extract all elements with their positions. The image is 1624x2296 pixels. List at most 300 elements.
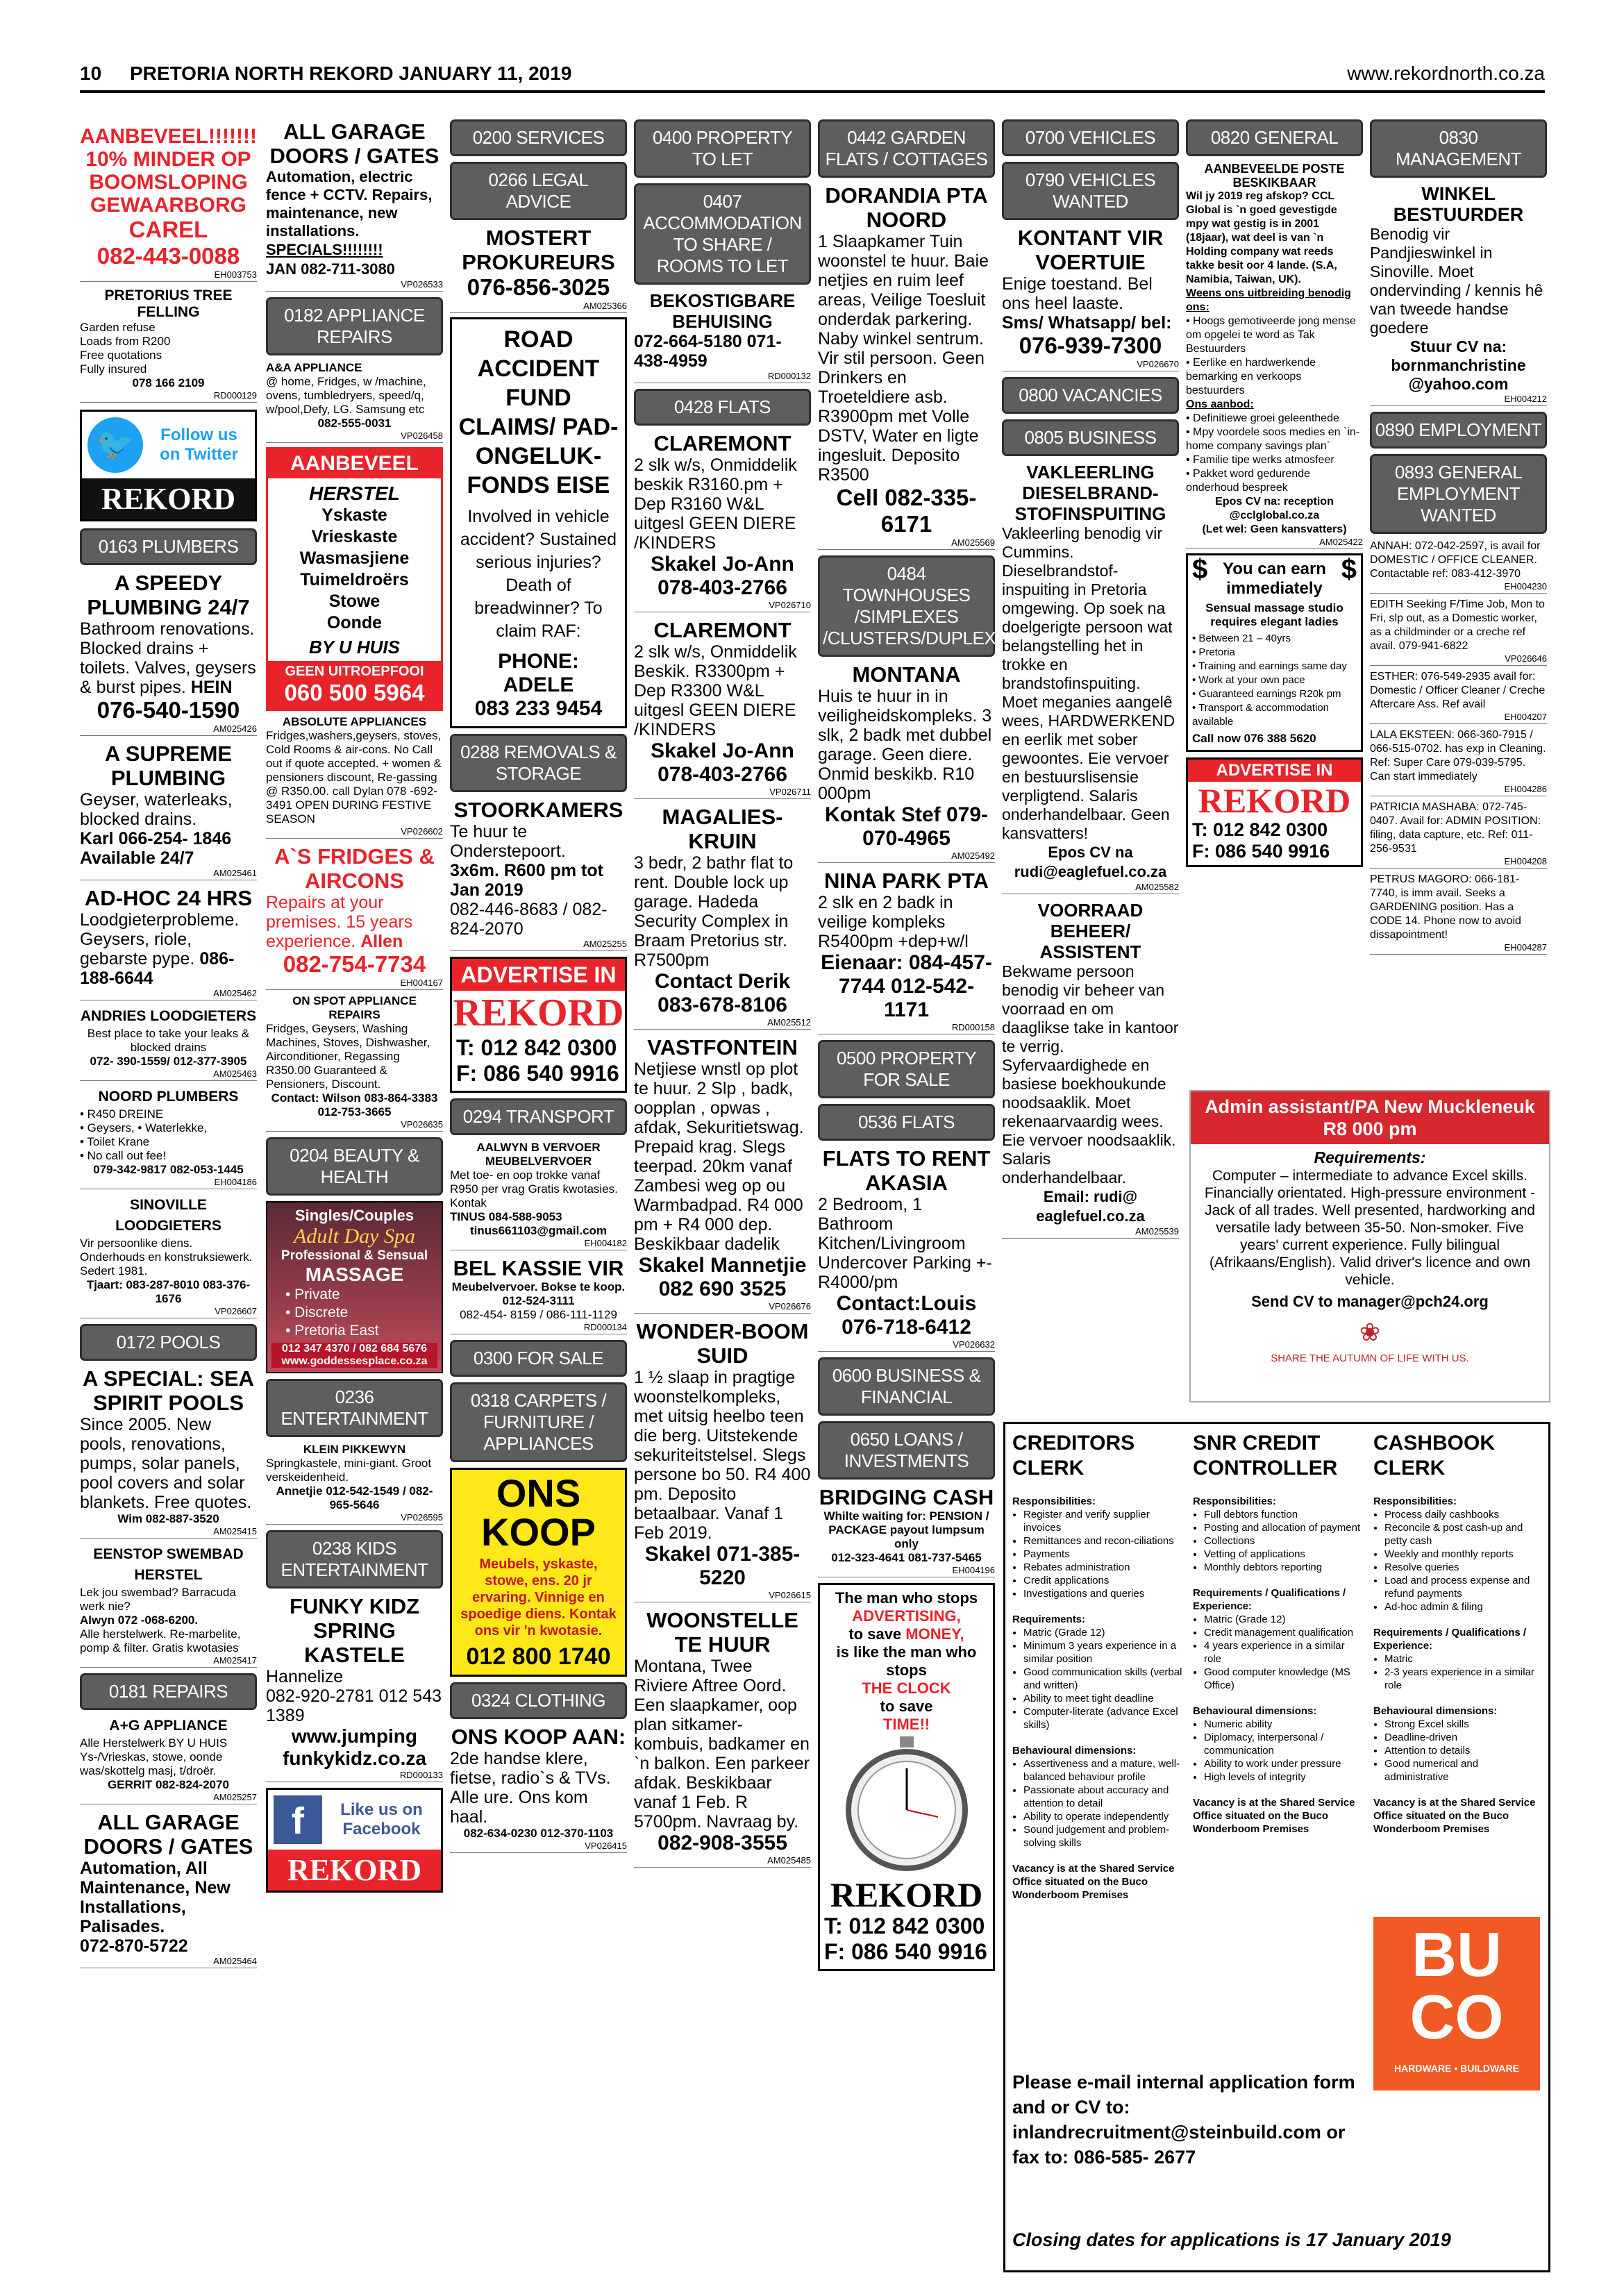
classified-heading: KLEIN PIKKEWYN (303, 1443, 406, 1456)
classified-phone: 012-323-4641 081-737-5465 (831, 1551, 982, 1564)
clock-text-g: to save (880, 1698, 933, 1715)
column-2 (266, 119, 443, 2265)
classified-body: 2 slk w/s, Onmiddelik beskik R3160.pm + Dep R3160 W&L uitgesl GEEN DIERE /KINDERS (634, 455, 797, 553)
clock-text-c: to save MONEY, (848, 1625, 964, 1643)
admin-req-label: Requirements: (1314, 1148, 1426, 1166)
ad-ref: AM025422 (1186, 537, 1363, 549)
classified-subhead: Weens ons uitbreiding benodig ons: (1186, 287, 1351, 313)
classified-body: Enige toestand. Bel ons heel laaste. (1002, 274, 1153, 313)
classified-heading: MONTANA (852, 662, 961, 687)
ons-koop-title: ONS KOOP (481, 1471, 596, 1554)
clock-text-b: ADVERTISING, (852, 1607, 961, 1625)
classified-phone: TINUS 084-588-9053 (450, 1210, 562, 1223)
raf-phone-label: PHONE: (498, 650, 579, 673)
classified-phone: JAN 082-711-3080 (266, 260, 395, 278)
section-header: 0890 EMPLOYMENT (1370, 412, 1547, 449)
classified-website[interactable]: www.jumping funkykidz.co.za (283, 1725, 426, 1769)
classified-body: Benodig vir Pandjieswinkel in Sinoville. Moet ondervinding / kennis hê van tweede handse goedere (1370, 225, 1543, 337)
ad-ref: AM025426 (80, 723, 257, 736)
herstel-by-u-huis: BY U HUIS (309, 637, 400, 657)
section-header: 0294 TRANSPORT (450, 1098, 627, 1135)
job-location: Vacancy is at the Shared Service Office situated on the Buco Wonderboom Premises (1012, 1863, 1175, 1901)
section-header: 0893 GENERAL EMPLOYMENT WANTED (1370, 454, 1547, 534)
classified-phone: 082-908-3555 (658, 1832, 787, 1854)
earn-title: $ $ You can earn immediately (1192, 554, 1357, 598)
classified-phone: Alwyn 072 -068-6200. (80, 1614, 199, 1627)
classified-body: 3x6m. R600 pm tot Jan 2019 (450, 861, 603, 900)
buco-logo-tagline: HARDWARE • BUILDWARE (1394, 2063, 1519, 2074)
clock-fax: F: 086 540 9916 (824, 1939, 987, 1964)
section-header: 0800 VACANCIES (1002, 377, 1179, 414)
ad-ref: EH004196 (818, 1565, 995, 1577)
job-list: • Register and verify supplier invoices • Remittances and recon-ciliations • Payments • Rebates administration • Credit applications • Investigations and queries (1012, 1508, 1182, 1600)
classified-heading: PRETORIUS TREE FELLING (104, 287, 233, 320)
classified-heading: FUNKY KIDZ SPRING KASTELE (289, 1594, 420, 1667)
ad-ref: VP026632 (818, 1339, 995, 1352)
earn-phone: Call now 076 388 5620 (1192, 732, 1316, 745)
clock-text-f: THE CLOCK (862, 1679, 951, 1697)
ad-ref: AM025582 (1002, 882, 1179, 894)
rekord-logo: REKORD (268, 1850, 441, 1891)
section-header: 0182 APPLIANCE REPAIRS (266, 297, 443, 355)
classified-phone: 082-754-7734 (283, 951, 426, 977)
classified-heading: EENSTOP SWEMBAD HERSTEL (93, 1546, 244, 1583)
column-1 (80, 119, 257, 2265)
classified-phone: 076-856-3025 (467, 274, 610, 300)
classified-phone: 079-342-9817 082-053-1445 (93, 1163, 244, 1176)
classified-heading: WOONSTELLE TE HUUR (646, 1608, 798, 1657)
herstel-geen: GEEN UITROEPFOOI (285, 664, 424, 679)
facebook-promo[interactable] (266, 1788, 443, 1893)
flower-logo-icon: ❀ (1359, 1318, 1381, 1346)
job-creditors-clerk (1012, 1431, 1182, 1902)
classified-heading: AD-HOC 24 HRS (84, 886, 253, 910)
herstel-title: HERSTEL (309, 483, 400, 504)
section-header: 0820 GENERAL (1186, 119, 1363, 156)
ad-ref: AM025415 (80, 1526, 257, 1539)
classified-heading: AALWYN B VERVOER MEUBELVERVOER (476, 1141, 601, 1168)
job-subhead: Responsibilities: (1373, 1495, 1457, 1507)
classified-body: Huis te huur in in veiligheidskompleks. 3 slk, 2 badk met dubbel garage. Geen diere. Onmid beskikb. R10 000pm (818, 687, 992, 803)
classified-phone: 072-664-5180 071- 438-4959 (634, 332, 782, 371)
clock-promo (818, 1583, 995, 1971)
advertise-promo (1186, 757, 1363, 867)
classified-phone: 072- 390-1559/ 012-377-3905 (90, 1055, 247, 1068)
classified-body: Vakleerling benodig vir Cummins. Dieselbrandstof-inspuiting in Pretoria omgewing. Op soek na doelgerigte persoon wat belangstelling het in trokke en brandstofinspuiting. Moet meganies aangelê wees, HARDWERKEND en eerlik met sober gewoontes. Eie vervoer en bestuurslisensie verpligtend. Salaris onderhandelbaar. Geen kansvatters! (1002, 524, 1175, 842)
job-subhead: Requirements / Qualifications / Experience: (1373, 1627, 1527, 1652)
job-list: • Matric • 2-3 years experience in a similar role (1373, 1652, 1543, 1692)
classified-phone: 076-540-1590 (97, 697, 240, 723)
classified-phone: 082-446-8683 / 082-824-2070 (450, 900, 608, 939)
classified-body: Met toe- en oop trokke vanaf R950 per vrag Gratis kwotasies. Kontak (450, 1168, 618, 1209)
classified-heading: WINKEL BESTUURDER (1393, 183, 1524, 225)
classified-heading: BEL KASSIE VIR (453, 1256, 624, 1280)
advertise-tel: T: 012 842 0300 (456, 1035, 617, 1060)
spa-massage: MASSAGE (305, 1264, 404, 1285)
admin-assistant-ad (1189, 1090, 1550, 1402)
classified-body: Automation, electric fence + CCTV. Repairs, maintenance, new installations. (266, 168, 433, 240)
page-header (80, 61, 1545, 93)
classified-body: • R450 DREINE • Geysers, • Waterlekke, • Toilet Krane • No call out fee! (80, 1107, 208, 1162)
classified-body: Wil jy 2019 reg afskop? CCL Global is `n goed gevestigde mpy wat gestig is in 2001 (18jaar), wat deel is van `n Holding company wat reeds takke besit oor 4 lande. (S.A, Namibia, Taiwan, UK). (1186, 190, 1337, 285)
ad-ref: EH004230 (1370, 581, 1547, 594)
section-header: 0484 TOWNHOUSES /SIMPLEXES /CLUSTERS/DUPLEXES (818, 555, 995, 657)
buco-logo-top: BU (1412, 1920, 1502, 1990)
ad-ref: RD000133 (266, 1770, 443, 1782)
ad-ref: AM025539 (1002, 1226, 1179, 1239)
section-header: 0500 PROPERTY FOR SALE (818, 1040, 995, 1098)
section-header: 0830 MANAGEMENT (1370, 119, 1547, 178)
raf-phone: 083 233 9454 (474, 697, 603, 720)
ons-koop-phone: 012 800 1740 (466, 1643, 611, 1670)
clock-tel: T: 012 842 0300 (824, 1913, 985, 1938)
classified-phone: Tjaart: 083-287-8010 083-376-1676 (86, 1278, 251, 1305)
classified-phone: 076-939-7300 (1019, 333, 1162, 358)
ad-ref: EH004207 (1370, 712, 1547, 724)
classified-heading: A SPECIAL: SEA SPIRIT POOLS (83, 1366, 254, 1415)
section-header: 0172 POOLS (80, 1324, 257, 1361)
ad-ref: VP026711 (634, 787, 811, 799)
ad-ref: AM025485 (634, 1855, 811, 1868)
spa-list: • Private • Discrete • Pretoria East (285, 1287, 379, 1339)
classified-phone: GERRIT 082-824-2070 (108, 1778, 229, 1791)
job-list: • Assertiveness and a mature, well-balanced behaviour profile • Passionate about accuracy and attention to detail • Ability to operate independently • Sound judgement and problem-solving skills (1012, 1757, 1182, 1850)
facebook-label: Like us on Facebook (340, 1800, 423, 1838)
classified-heading: WONDER-BOOM SUID (636, 1319, 809, 1368)
job-list: • Matric (Grade 12) • Credit management qualification • 4 years experience in a similar role • Good computer knowledge (MS Office) (1193, 1613, 1363, 1692)
classified-email[interactable]: tinus661103@gmail.com (469, 1224, 608, 1237)
dollar-icon: $ (1192, 554, 1208, 585)
classified-body: 1 ½ slaap in pragtige woonstelkompleks, met uitsig heelbo teen die berg. Uitstekende sekuriteitstelsel. Slegs persone bo 50. R4 400 pm. Deposito betaalbaar. Vanaf 1 Feb 2019. (634, 1368, 811, 1543)
herstel-phone: 060 500 5964 (284, 680, 425, 705)
classified-body: 2 Bedroom, 1 Bathroom Kitchen/Livingroom Undercover Parking +- R4000/pm (818, 1195, 992, 1292)
ad-ref: AM025492 (818, 850, 995, 863)
herstel-banner: AANBEVEEL (268, 449, 441, 478)
spa-title: Adult Day Spa (294, 1225, 415, 1248)
column-6 (1002, 119, 1179, 1404)
job-list: • Strong Excel skills • Deadline-driven • Attention to details • Good numerical and administrative (1373, 1718, 1543, 1784)
rekord-logo: REKORD (453, 991, 624, 1034)
ad-ref: VP026710 (634, 600, 811, 612)
ad-ref: AM025512 (634, 1017, 811, 1030)
column-8 (1370, 119, 1547, 1078)
job-subhead: Requirements: (1012, 1614, 1086, 1625)
section-header: 0700 VEHICLES (1002, 119, 1179, 156)
ad-ref: AM025462 (80, 988, 257, 1000)
section-header: 0536 FLATS (818, 1104, 995, 1141)
rekord-logo: REKORD (82, 478, 255, 519)
job-title: SNR CREDIT CONTROLLER (1193, 1432, 1338, 1480)
classified-phone: Cell 082-335-6171 (836, 485, 977, 537)
spa-website[interactable]: www.goddessesplace.co.za (271, 1355, 437, 1368)
section-header: 0163 PLUMBERS (80, 528, 257, 565)
job-cashbook-clerk (1373, 1431, 1543, 1836)
advertise-label: ADVERTISE IN (452, 959, 625, 991)
advertise-fax: F: 086 540 9916 (1192, 841, 1330, 862)
classified-note: (Let wel: Geen kansvatters) (1202, 523, 1347, 535)
classified-heading: ABSOLUTE APPLIANCES (282, 715, 427, 728)
classified-body: Sms/ Whatsapp/ bel: (1002, 313, 1172, 333)
ad-ref: VP026607 (80, 1306, 257, 1318)
section-header: 0790 VEHICLES WANTED (1002, 162, 1179, 220)
classified-body: Vir persoonlike diens. Onderhouds en konstruksiewerk. Sedert 1981. (80, 1237, 253, 1277)
section-header: 0266 LEGAL ADVICE (450, 162, 627, 220)
column-5 (818, 119, 1019, 2265)
classified-body: Best place to take your leaks & blocked drains (87, 1027, 250, 1054)
classified-note: Available 24/7 (80, 848, 194, 868)
admin-body: Computer – intermediate to advance Excel skills. Financially orientated. High-pressure environment - Jack of all trades. Well presented, hardworking and versatile lady between 35-50. Non-smoker. Five years' current experience. Fully bilingual (Afrikaans/English). Valid driver's licence and own vehicle. (1204, 1168, 1536, 1288)
ad-ref: VP026635 (266, 1119, 443, 1132)
admin-title: Admin assistant/PA New Muckleneuk R8 000 pm (1191, 1091, 1549, 1144)
classified-phone: Karl 066-254- 1846 (80, 829, 232, 848)
section-header: 0407 ACCOMMODATION TO SHARE / ROOMS TO LET (634, 183, 811, 285)
classified-phone: Wim 082-887-3520 (117, 1512, 219, 1525)
column-3 (450, 119, 627, 2265)
classified-phone: Kontak Stef 079-070-4965 (824, 803, 989, 850)
column-4 (634, 119, 811, 2265)
advertise-promo (450, 957, 627, 1093)
advertise-fax: F: 086 540 9916 (456, 1061, 619, 1086)
employment-wanted: PETRUS MAGORO: 066-181-7740, is imm avail. Seeks a GARDENING position. Has a CODE 14. Phone now to avoid dissapointment! (1370, 873, 1521, 941)
ad-ref: EH004287 (1370, 942, 1547, 955)
ad-ref: VP026670 (1002, 359, 1179, 371)
ad-ref: AM025417 (80, 1655, 257, 1668)
classified-heading: CLAREMONT (653, 431, 792, 455)
classified-body: Springkastele, mini-giant. Groot verskeidenheid. (266, 1457, 432, 1484)
classified-heading: ALL GARAGE DOORS / GATES (269, 119, 440, 168)
admin-slogan: SHARE THE AUTUMN OF LIFE WITH US. (1271, 1352, 1469, 1364)
section-header: 0805 BUSINESS (1002, 419, 1179, 456)
website-link[interactable]: www.rekordnorth.co.za (1347, 62, 1545, 84)
classified-phone: 078 166 2109 (132, 376, 205, 389)
advertise-tel: T: 012 842 0300 (1192, 819, 1328, 840)
earn-subtitle: Sensual massage studio requires elegant ladies (1205, 601, 1343, 628)
classified-phone: 082-634-0230 012-370-1103 (463, 1827, 614, 1840)
ad-ref: EH004167 (266, 978, 443, 990)
classified-body: Geyser, waterleaks, blocked drains. (80, 790, 233, 829)
classified-subhead: Ons aanbod: (1186, 399, 1254, 410)
classified-heading: CLAREMONT (653, 618, 792, 642)
classified-body: Fridges, Geysers, Washing Machines, Stoves, Dishwasher, Airconditioner, Regassing R350.00 Guaranteed & Pensioners, Discount. (266, 1022, 430, 1091)
classified-heading: AANBEVEELDE POSTE BESKIKBAAR (1204, 162, 1345, 190)
job-subhead: Responsibilities: (1012, 1495, 1096, 1507)
section-header: 0324 CLOTHING (450, 1682, 627, 1719)
twitter-bird-icon: 🐦 (87, 417, 143, 473)
classified-body: 2 slk en 2 badk in veilige kompleks R5400pm +dep+w/l (818, 893, 969, 951)
job-list: • Matric (Grade 12) • Minimum 3 years experience in a similar position • Good communication skills (verbal and written) • Ability to meet tight deadline • Computer-literate (advance Excel skills) (1012, 1626, 1182, 1732)
ons-koop-body: Meubels, yskaste, stowe, ens. 20 jr ervaring. Vinnige en spoedige diens. Kontak ons vir 'n kwotasie. (460, 1557, 617, 1639)
classified-phone: Skakel Jo-Ann 078-403-2766 (651, 553, 794, 599)
ad-ref: RD000132 (634, 371, 811, 383)
classified-heading: BEKOSTIGBARE BEHUISING (649, 290, 796, 332)
classified-heading: NOORD PLUMBERS (98, 1089, 239, 1105)
classified-body: Loodgieterprobleme. Geysers, riole, gebarste pype. 086-188-6644 (80, 910, 240, 988)
classified-heading: ANDRIES LOODGIETERS (80, 1008, 257, 1024)
job-list: • Process daily cashbooks • Reconcile & post cash-up and petty cash • Weekly and monthly reports • Resolve queries • Load and process expense and refund payments • Ad-hoc admin & filing (1373, 1508, 1543, 1614)
classified-body: Garden refuse Loads from R200 Free quotations Fully insured (80, 321, 171, 376)
classified-body: Fridges,washers,geysers, stoves, Cold Rooms & air-cons. No Call out if quote accepted. + women & pensioners discount, Re-gassing @ R350.00. call Dylan 078 -692-3491 OPEN DURING FESTIVE SEASON (266, 729, 442, 826)
classified-body: Whilte waiting for: PENSION / PACKAGE payout lumpsum only (823, 1509, 989, 1550)
classified-heading: AANBEVEEL!!!!!!! 10% MINDER OP BOOMSLOPING GEWAARBORG (80, 125, 257, 217)
job-subhead: Requirements / Qualifications / Experience: (1193, 1587, 1346, 1612)
classified-body: Since 2005. New pools, renovations, pumps, solar panels, pool covers and solar blankets. Free quotes. (80, 1415, 252, 1512)
rekord-logo: REKORD (830, 1875, 983, 1914)
ad-ref: RD000134 (450, 1322, 627, 1334)
classified-phone: Skakel 071-385-5220 (644, 1543, 801, 1589)
stopwatch-icon (827, 1734, 987, 1872)
classified-phone: Contact:Louis 076-718-6412 (836, 1292, 977, 1339)
job-credit-controller (1193, 1431, 1363, 1836)
classified-contact[interactable]: Email: rudi@ eaglefuel.co.za (1036, 1188, 1145, 1225)
classified-phone: 082-920-2781 012 543 1389 (266, 1686, 442, 1725)
classified-body: 1 Slaapkamer Tuin woonstel te huur. Baie netjies en ruim leef areas, Veilige Toesluit onderdak parkering. Naby winkel sentrum. Vir stil persoon. Geen Drinkers en Troeteldiere asb. R3900pm met Volle DSTV, Water en ligte ingesluit. Deposito R3500 (818, 232, 989, 485)
job-subhead: Responsibilities: (1193, 1495, 1277, 1507)
employment-wanted: PATRICIA MASHABA: 072-745-0407. Avail for: ADMIN POSITION: filing, data capture, etc. Ref: 011-256-9531 (1370, 801, 1541, 855)
classified-heading: A&A APPLIANCE (266, 361, 362, 374)
classified-heading: A SUPREME PLUMBING (104, 741, 233, 790)
classified-body: Montana, Twee Riviere Aftree Oord. Een slaapkamer, oop plan sitkamer-kombuis, badkamer en `n balkon. Een parkeer afdak. Beskikbaar vanaf 1 Feb. R 5700pm. Navraag by. (634, 1657, 810, 1832)
spa-ad (266, 1201, 443, 1373)
twitter-label: Follow us on Twitter (160, 426, 238, 464)
ad-ref: VP026646 (1370, 653, 1547, 666)
classified-phone: Eienaar: 084-457-7744 012-542-1171 (821, 951, 992, 1021)
classified-specials: SPECIALS!!!!!!!! (266, 241, 383, 258)
classified-list: • Hoogs gemotiveerde jong mense om opgelei te word as Tak Bestuurders • Eerlike en hardwerkende bemarking en verkoops bestuurders (1186, 315, 1356, 396)
classified-body: 2 slk w/s, Onmiddelik Beskik. R3300pm + Dep R3300 W&L uitgesl GEEN DIERE /KINDERS (634, 642, 797, 739)
classified-heading: DORANDIA PTA NOORD (825, 183, 988, 232)
classified-heading: KONTANT VIR VOERTUIE (1017, 226, 1164, 274)
dollar-icon: $ (1341, 554, 1357, 585)
job-list: • Full debtors function • Posting and allocation of payment • Collections • Vetting of applications • Monthly debtors reporting (1193, 1508, 1363, 1574)
section-header: 0200 SERVICES (450, 119, 627, 156)
classified-heading: ONS KOOP AAN: (451, 1725, 626, 1749)
classified-body: 2de handse klere, fietse, radio`s & TVs. Alle ure. Ons kom haal. (450, 1749, 611, 1827)
ad-ref: VP026676 (634, 1301, 811, 1314)
ad-ref: VP026615 (634, 1590, 811, 1602)
buco-logo (1373, 1917, 1540, 2090)
ad-ref: AM025366 (450, 301, 627, 313)
ad-ref: EH004208 (1370, 856, 1547, 869)
section-header: 0236 ENTERTAINMENT (266, 1379, 443, 1437)
section-header: 0442 GARDEN FLATS / COTTAGES (818, 119, 995, 178)
ad-ref: EH004286 (1370, 784, 1547, 796)
rekord-logo: REKORD (1198, 781, 1351, 820)
ad-ref: AM025463 (80, 1069, 257, 1081)
classified-heading: MOSTERT PROKUREURS (462, 226, 615, 274)
classified-phone: 072-870-5722 (80, 1936, 188, 1956)
section-header: 0238 KIDS ENTERTAINMENT (266, 1530, 443, 1589)
column-7 (1186, 119, 1363, 1071)
classified-body: Netjiese wnstl op plot te huur. 2 Slp , badk, oopplan , opwas , afdak, Sekuritietswag. Prepaid krag. Slegs teerpad. 20km vanaf Zambesi weg op ou Warmbadpad. R4 000 pm + R4 000 dep. Beskikbaar dadelik (634, 1059, 804, 1254)
job-subhead: Behavioural dimensions: (1373, 1705, 1498, 1717)
job-subhead: Behavioural dimensions: (1012, 1745, 1137, 1757)
classified-phone: Skakel Mannetjie 082 690 3525 (638, 1254, 807, 1300)
buco-recruitment-ad (1003, 1422, 1550, 2272)
classified-body: Alle herstelwerk. Re-marbelite, pomp & filter. Gratis kwotasies (80, 1627, 241, 1654)
ad-ref: AM025461 (80, 868, 257, 880)
classified-list: • Definitiewe groei geleenthede • Mpy voordele soos medies en `in-home company savings plan` • Familie tipe werks atmosfeer • Pakket word gedurende onderhoud bespreek (1186, 412, 1360, 494)
classified-phone: 082-454- 8159 / 086-111-1129 (460, 1308, 617, 1321)
classified-heading: VAKLEERLING DIESELBRAND-STOFINSPUITING (1014, 462, 1166, 524)
section-header: 0181 REPAIRS (80, 1673, 257, 1710)
employment-wanted: ESTHER: 076-549-2935 avail for: Domestic / Officer Cleaner / Creche Aftercare Ass. Ref avail (1370, 671, 1546, 710)
ad-ref: AM025569 (818, 537, 995, 550)
spa-singles: Singles/Couples (294, 1207, 415, 1224)
classified-heading: FLATS TO RENT AKASIA (822, 1146, 991, 1195)
classified-heading: STOORKAMERS (453, 798, 623, 822)
job-subhead: Behavioural dimensions: (1193, 1705, 1317, 1717)
classified-heading: BRIDGING CASH (819, 1485, 994, 1509)
section-header: 0600 BUSINESS & FINANCIAL (818, 1357, 995, 1416)
classified-phone: Skakel Jo-Ann 078-403-2766 (651, 739, 794, 786)
ad-ref: EH004212 (1370, 394, 1547, 406)
clock-text-h: TIME!! (882, 1716, 930, 1733)
spa-phone: 012 347 4370 / 082 684 5676 (271, 1343, 437, 1355)
section-header: 0288 REMOVALS & STORAGE (450, 734, 627, 792)
employment-wanted: LALA EKSTEEN: 066-360-7915 / 066-515-0702. has exp in Cleaning. Ref: Super Care 079-039-5795. Can start immediately (1370, 729, 1546, 782)
section-header: 0300 FOR SALE (450, 1340, 627, 1377)
classified-heading: VOORRAAD BEHEER/ ASSISTENT (1037, 900, 1144, 962)
employment-wanted: EDITH Seeking F/Time Job, Mon to Fri, slp out, as a Domestic worker, as a childminder or a creche ref avail. 079-941-6822 (1370, 598, 1545, 652)
section-header: 0428 FLATS (634, 389, 811, 426)
facebook-icon: f (274, 1795, 322, 1844)
classified-phone: Contact: Wilson 083-864-3383 012-753-3665 (271, 1091, 438, 1118)
ad-ref: AM025255 (450, 939, 627, 951)
classified-body: 3 bedr, 2 bathr flat to rent. Double lock up garage. Hadeda Security Complex in Braam Pretorius str. R7500pm (634, 853, 794, 970)
admin-send[interactable]: Send CV to manager@pch24.org (1251, 1293, 1489, 1310)
classified-phone: Contact Derik 083-678-8106 (654, 970, 791, 1016)
ad-ref: EH004186 (80, 1177, 257, 1189)
clock-text-e: is like the man who stops (836, 1643, 977, 1679)
ad-ref: VP026595 (266, 1512, 443, 1525)
section-header: 0650 LOANS / INVESTMENTS (818, 1421, 995, 1480)
classified-body: Te huur te Onderstepoort. (450, 822, 566, 861)
classified-contact[interactable]: Epos CV na: reception @cclglobal.co.za (1215, 496, 1334, 521)
ad-ref: VP026415 (450, 1841, 627, 1853)
ad-ref: RD000158 (818, 1022, 995, 1034)
classified-contact[interactable]: Stuur CV na: bornmanchristine @yahoo.com (1391, 337, 1526, 393)
ons-koop-ad (450, 1468, 627, 1677)
classified-phone: 082-555-0031 (317, 417, 392, 430)
classified-heading: NINA PARK PTA (823, 869, 989, 893)
classified-phone: 082-443-0088 (97, 243, 240, 269)
classified-heading: A`S FRIDGES & AIRCONS (274, 844, 435, 893)
earn-ad (1186, 553, 1363, 752)
classified-body: Lek jou swembad? Barracuda werk nie? (80, 1586, 236, 1613)
raf-ad (450, 317, 627, 728)
classified-heading: MAGALIES-KRUIN (662, 805, 783, 853)
classified-body: Alle Herstelwerk BY U HUIS Ys-/Vrieskas, stowe, oonde was/skottelg masj, t/droër. (80, 1736, 228, 1777)
classified-heading: VASTFONTEIN (647, 1035, 798, 1059)
job-list: • Numeric ability • Diplomacy, interpersonal / communication • Ability to work under pressure • High levels of integrity (1193, 1718, 1363, 1784)
classified-body: @ home, Fridges, w /machine, ovens, tumbledryers, speed/q, w/pool,Defy, LG. Samsung etc (266, 375, 426, 416)
page-number: 10 (80, 62, 102, 84)
ad-ref: EH003753 (80, 269, 257, 282)
classified-body: Bathroom renovations. Blocked drains + toilets. Valves, geysers & burst pipes. HEIN (80, 619, 256, 697)
twitter-promo[interactable] (80, 410, 257, 521)
newspaper-title: PRETORIA NORTH REKORD JANUARY 11, 2019 (130, 62, 572, 84)
classified-heading: ON SPOT APPLIANCE REPAIRS (292, 994, 417, 1021)
classified-phone: Annetjie 012-542-1549 / 082-965-5646 (276, 1484, 433, 1511)
classified-body: Repairs at your premises. 15 years experience. Allen (266, 893, 413, 951)
spa-pro: Professional & Sensual (281, 1248, 428, 1263)
classified-body: Bekwame persoon benodig vir beheer van voorraad en om daaglikse take in kantoor te verrig. Syfervaardighede en basiese boekhoukunde noodsaaklik. Moet rekenaarvaardig wees. Eie vervoer noodsaaklik. Salaris onderhandelbaar. (1002, 962, 1179, 1187)
advertise-label: ADVERTISE IN (1188, 760, 1361, 782)
classified-heading: A SPEEDY PLUMBING 24/7 (87, 571, 250, 619)
classified-heading: A+G APPLIANCE (109, 1718, 228, 1734)
buco-application-info[interactable]: Please e-mail internal application form and or CV to: inlandrecruitment@steinbuild.com or fax to: 086-585- 2677 (1012, 2072, 1355, 2168)
classified-contact[interactable]: Epos CV na rudi@eaglefuel.co.za (1014, 844, 1167, 880)
